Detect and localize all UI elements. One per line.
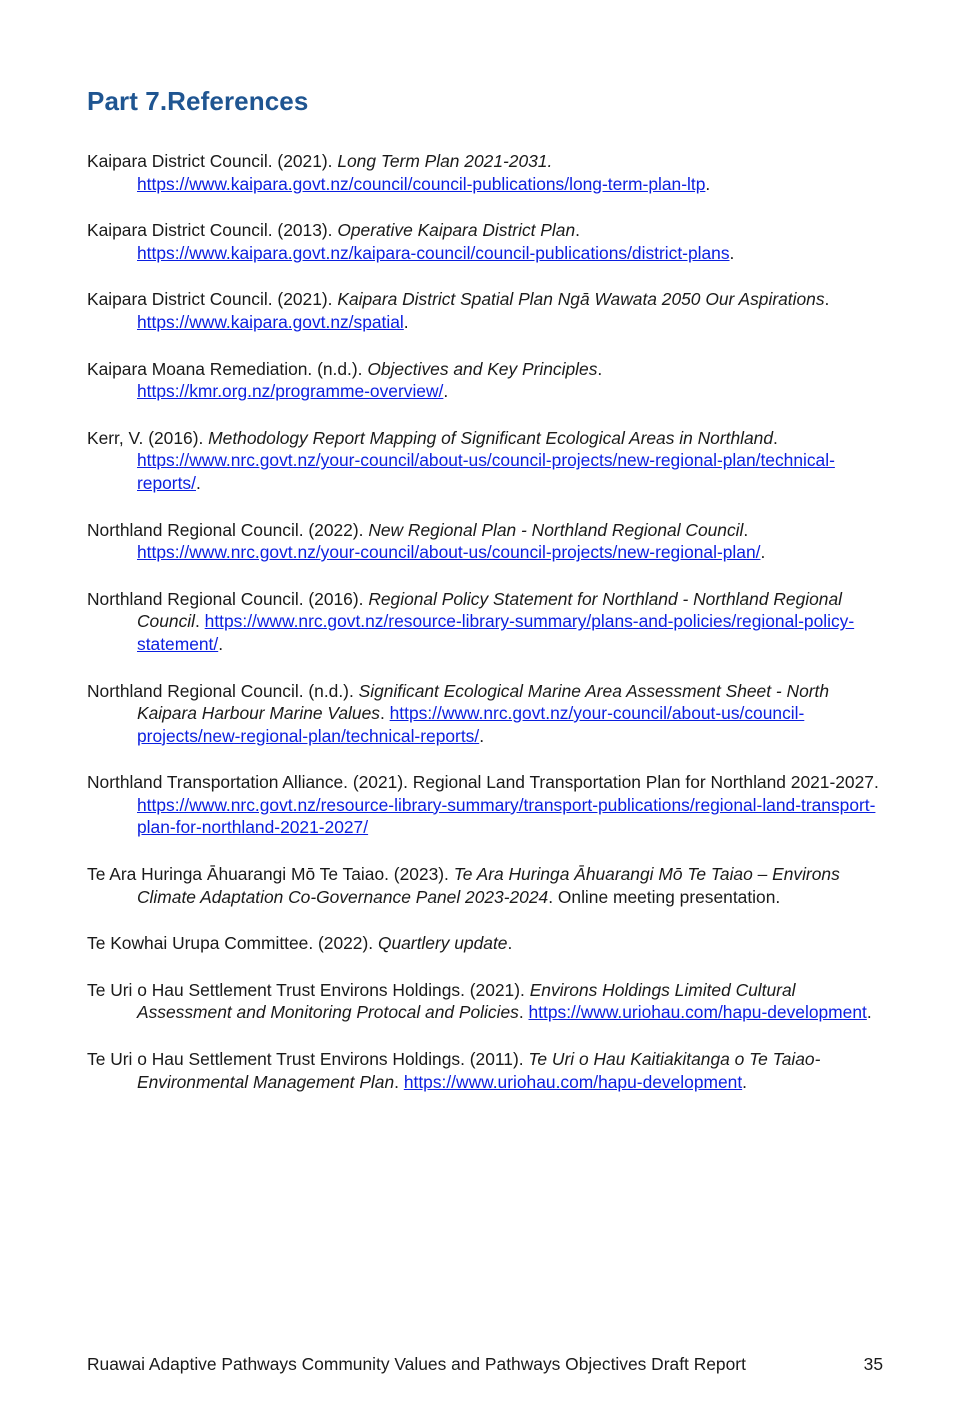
reference-after-title: . Online meeting presentation. — [548, 886, 781, 907]
reference-link[interactable]: https://www.kaipara.govt.nz/spatial — [137, 311, 404, 332]
reference-author: Te Kowhai Urupa Committee. (2022). — [87, 933, 378, 954]
reference-item — [87, 288, 887, 333]
reference-link[interactable]: https://www.nrc.govt.nz/your-council/about-us/council-projects/new-regional-plan/technical-reports/ — [137, 703, 805, 746]
footer-report-title: Ruawai Adaptive Pathways Community Values and Pathways Objectives Draft Report — [87, 1354, 746, 1374]
reference-item — [87, 519, 887, 564]
page-number: 35 — [863, 1354, 883, 1374]
reference-title: Te Uri o Hau Kaitiakitanga o Te Taiao-Environmental Management Plan — [137, 1049, 821, 1092]
reference-title: Quartlery update — [377, 933, 508, 954]
reference-author: Northland Regional Council. (2022). — [87, 519, 369, 540]
reference-link[interactable]: https://www.nrc.govt.nz/your-council/about-us/council-projects/new-regional-plan/ — [137, 542, 761, 563]
page-footer — [87, 1354, 883, 1375]
reference-after-title: . — [394, 1071, 404, 1092]
reference-author: Kerr, V. (2016). — [87, 427, 209, 448]
reference-tail: . — [866, 1002, 872, 1023]
reference-tail: . — [760, 542, 766, 563]
reference-author: Northland Regional Council. (n.d.). — [87, 680, 359, 701]
reference-item — [87, 427, 887, 495]
reference-after-title: . — [575, 220, 580, 241]
reference-author: Te Uri o Hau Settlement Trust Environs Holdings. (2021). — [87, 979, 530, 1000]
reference-after-title: . — [597, 358, 603, 379]
reference-item — [87, 150, 887, 195]
reference-title: Regional Policy Statement for Northland - Northland Regional Council — [137, 588, 842, 632]
section-heading: Part 7.References — [87, 86, 309, 116]
reference-tail: . — [195, 472, 201, 493]
reference-link[interactable]: https://www.nrc.govt.nz/your-council/about-us/council-projects/new-regional-plan/technical-reports/ — [137, 450, 835, 493]
reference-item — [87, 358, 887, 403]
reference-item — [87, 771, 887, 839]
reference-author: Northland Transportation Alliance. (2021). Regional Land Transportation Plan for Northland 2021-2027. — [87, 772, 879, 793]
reference-title: Operative Kaipara District Plan — [337, 220, 576, 241]
reference-tail: . — [479, 725, 485, 746]
reference-link[interactable]: https://www.nrc.govt.nz/resource-library-summary/plans-and-policies/regional-policy-statement/ — [137, 611, 855, 654]
reference-author: Kaipara Moana Remediation. (n.d.). — [87, 358, 368, 379]
reference-title: Long Term Plan 2021-2031. — [337, 151, 553, 171]
reference-link[interactable]: https://www.kaipara.govt.nz/kaipara-council/council-publications/district-plans — [137, 242, 730, 263]
reference-link[interactable]: https://www.kaipara.govt.nz/council/council-publications/long-term-plan-ltp — [137, 173, 706, 194]
reference-after-title: . — [743, 519, 749, 540]
reference-after-title: . — [824, 289, 830, 310]
reference-tail: . — [729, 242, 735, 263]
reference-tail: . — [403, 311, 409, 332]
reference-author: Te Uri o Hau Settlement Trust Environs Holdings. (2011). — [87, 1049, 529, 1070]
reference-author: Kaipara District Council. (2013). — [87, 220, 338, 241]
reference-after-title: . — [518, 1002, 529, 1023]
reference-author: Te Ara Huringa Āhuarangi Mō Te Taiao. (2023). — [87, 864, 454, 885]
reference-item — [87, 932, 887, 955]
reference-after-title: . — [379, 703, 390, 724]
reference-link[interactable]: https://www.nrc.govt.nz/resource-library-summary/transport-publications/regional-land-transport-plan-for-northland-2021-2027/ — [137, 794, 876, 838]
reference-item — [87, 863, 887, 908]
reference-link[interactable]: https://www.uriohau.com/hapu-development — [528, 1002, 867, 1023]
reference-title: Methodology Report Mapping of Significant Ecological Areas in Northland — [208, 427, 774, 448]
reference-title: Objectives and Key Principles — [367, 358, 598, 379]
reference-title: Kaipara District Spatial Plan Ngā Wawata 2050 Our Aspirations — [337, 289, 825, 310]
reference-item — [87, 219, 887, 264]
reference-title: Environs Holdings Limited Cultural Assessment and Monitoring Protocal and Policies — [137, 979, 796, 1023]
reference-tail: . — [443, 381, 449, 402]
reference-link[interactable]: https://www.uriohau.com/hapu-development — [403, 1071, 743, 1092]
reference-after-title: . — [507, 933, 513, 954]
reference-author: Kaipara District Council. (2021). — [87, 151, 338, 171]
reference-author: Kaipara District Council. (2021). — [87, 289, 338, 310]
reference-link[interactable]: https://kmr.org.nz/programme-overview/ — [137, 381, 444, 402]
reference-tail: . — [742, 1071, 747, 1092]
reference-after-title: . — [773, 427, 778, 448]
reference-title: Te Ara Huringa Āhuarangi Mō Te Taiao – Environs Climate Adaptation Co-Governance Panel 2023-2024 — [137, 864, 840, 907]
reference-item — [87, 680, 887, 748]
reference-after-title: . — [195, 611, 205, 632]
reference-item — [87, 979, 887, 1024]
reference-item — [87, 1048, 887, 1093]
reference-author: Northland Regional Council. (2016). — [87, 588, 369, 609]
reference-tail: . — [218, 633, 224, 654]
reference-title: Significant Ecological Marine Area Assessment Sheet - North Kaipara Harbour Marine Values — [137, 680, 830, 724]
reference-item — [87, 588, 887, 656]
reference-tail: . — [705, 173, 711, 194]
reference-list — [87, 150, 887, 1117]
reference-title: New Regional Plan - Northland Regional Council — [368, 519, 744, 540]
